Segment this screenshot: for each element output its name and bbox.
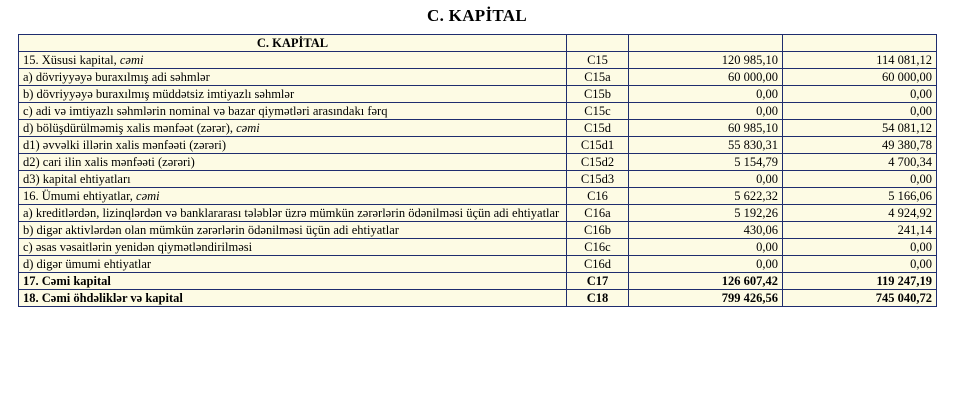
row-label: b) digər aktivlərdən olan mümkün zərərlərin ödənilməsi üçün adi ehtiyatlar: [19, 222, 567, 239]
table-row: [19, 69, 937, 86]
row-value-2: 0,00: [783, 239, 937, 256]
table-body: [19, 35, 937, 307]
row-value-2: 745 040,72: [783, 290, 937, 307]
table-row: [19, 103, 937, 120]
row-label: d3) kapital ehtiyatları: [19, 171, 567, 188]
row-value-2: 0,00: [783, 256, 937, 273]
table-row: [19, 256, 937, 273]
row-code: C16a: [567, 205, 629, 222]
row-label: a) kreditlərdən, lizinqlərdən və banklararası tələblər üzrə mümkün zərərlərin ödənilməsi üçün adi ehtiyatlar: [19, 205, 567, 222]
table-header-row: [19, 35, 937, 52]
page-title: C. KAPİTAL: [427, 6, 527, 25]
row-value-2: 4 924,92: [783, 205, 937, 222]
row-code: C16: [567, 188, 629, 205]
row-value-2: 114 081,12: [783, 52, 937, 69]
row-value-1: 0,00: [629, 171, 783, 188]
capital-table: [18, 34, 937, 307]
table-row-total: [19, 273, 937, 290]
row-label: 17. Cəmi kapital: [19, 273, 567, 290]
table-row: [19, 188, 937, 205]
row-code: C15d2: [567, 154, 629, 171]
row-label: a) dövriyyəyə buraxılmış adi səhmlər: [19, 69, 567, 86]
row-code: C16c: [567, 239, 629, 256]
table-header-label: C. KAPİTAL: [19, 35, 567, 52]
table-row: [19, 120, 937, 137]
row-label: 18. Cəmi öhdəliklər və kapital: [19, 290, 567, 307]
row-code: C15d: [567, 120, 629, 137]
row-value-1: 0,00: [629, 256, 783, 273]
table-row: [19, 205, 937, 222]
row-value-1: 5 622,32: [629, 188, 783, 205]
row-value-1: 0,00: [629, 103, 783, 120]
row-value-2: 0,00: [783, 103, 937, 120]
row-value-1: 60 985,10: [629, 120, 783, 137]
row-value-2: 5 166,06: [783, 188, 937, 205]
table-row: [19, 52, 937, 69]
table-row: [19, 239, 937, 256]
row-code: C15a: [567, 69, 629, 86]
row-value-2: 60 000,00: [783, 69, 937, 86]
row-label: c) əsas vəsaitlərin yenidən qiymətləndirilməsi: [19, 239, 567, 256]
row-value-2: 49 380,78: [783, 137, 937, 154]
table-row-total: [19, 290, 937, 307]
row-value-2: 4 700,34: [783, 154, 937, 171]
row-label: d2) cari ilin xalis mənfəəti (zərəri): [19, 154, 567, 171]
row-value-2: 0,00: [783, 171, 937, 188]
table-header-code: [567, 35, 629, 52]
row-code: C15d1: [567, 137, 629, 154]
row-value-1: 60 000,00: [629, 69, 783, 86]
row-code: C15: [567, 52, 629, 69]
row-value-2: 119 247,19: [783, 273, 937, 290]
row-value-1: 0,00: [629, 86, 783, 103]
row-label: b) dövriyyəyə buraxılmış müddətsiz imtiyazlı səhmlər: [19, 86, 567, 103]
row-label: 16. Ümumi ehtiyatlar, cəmi: [19, 188, 567, 205]
row-value-1: 120 985,10: [629, 52, 783, 69]
row-label: 15. Xüsusi kapital, cəmi: [19, 52, 567, 69]
row-code: C18: [567, 290, 629, 307]
row-value-1: 430,06: [629, 222, 783, 239]
row-value-1: 126 607,42: [629, 273, 783, 290]
row-value-1: 5 154,79: [629, 154, 783, 171]
table-container: [0, 34, 954, 307]
row-code: C15c: [567, 103, 629, 120]
row-value-1: 0,00: [629, 239, 783, 256]
table-row: [19, 154, 937, 171]
row-code: C15d3: [567, 171, 629, 188]
table-row: [19, 171, 937, 188]
table-row: [19, 137, 937, 154]
table-header-value-1: [629, 35, 783, 52]
row-code: C16d: [567, 256, 629, 273]
row-label: d) bölüşdürülməmiş xalis mənfəət (zərər), cəmi: [19, 120, 567, 137]
row-value-1: 5 192,26: [629, 205, 783, 222]
row-code: C15b: [567, 86, 629, 103]
row-value-1: 799 426,56: [629, 290, 783, 307]
table-header-value-2: [783, 35, 937, 52]
row-value-2: 0,00: [783, 86, 937, 103]
row-label: d) digər ümumi ehtiyatlar: [19, 256, 567, 273]
row-code: C16b: [567, 222, 629, 239]
row-value-2: 54 081,12: [783, 120, 937, 137]
row-value-2: 241,14: [783, 222, 937, 239]
row-label: c) adi və imtiyazlı səhmlərin nominal və bazar qiymətləri arasındakı fərq: [19, 103, 567, 120]
table-row: [19, 222, 937, 239]
table-row: [19, 86, 937, 103]
row-label: d1) əvvəlki illərin xalis mənfəəti (zərəri): [19, 137, 567, 154]
row-code: C17: [567, 273, 629, 290]
row-value-1: 55 830,31: [629, 137, 783, 154]
